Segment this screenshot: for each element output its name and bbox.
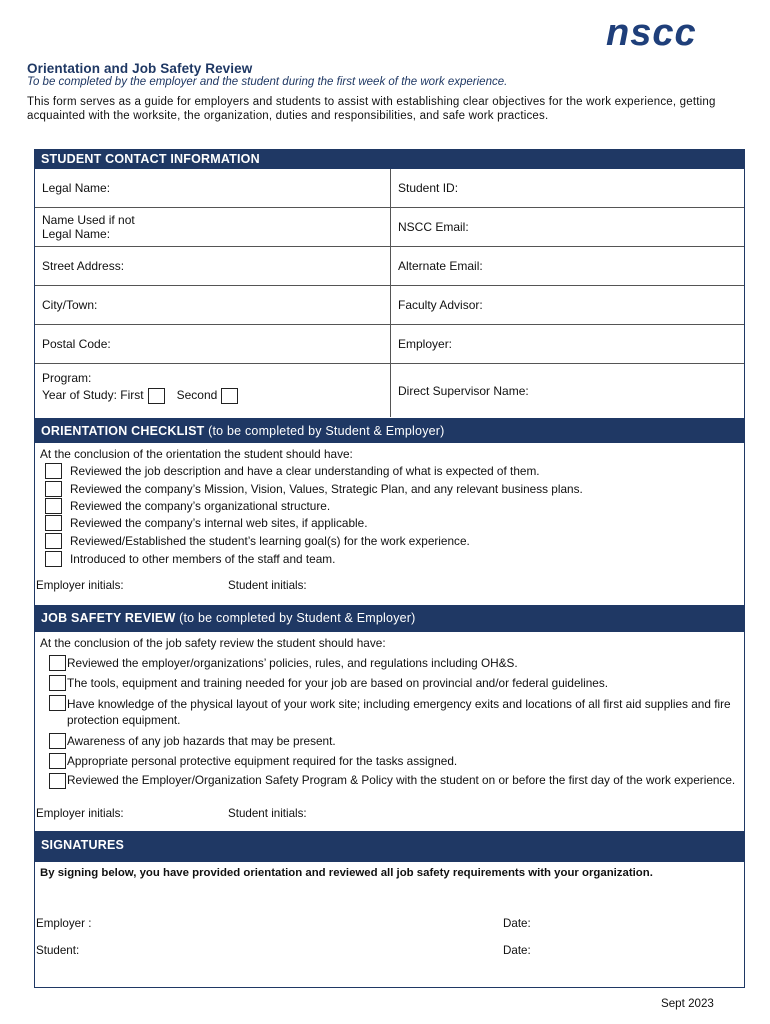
employer-signature-field[interactable]: Employer : (36, 917, 92, 930)
orientation-checkbox[interactable] (45, 515, 62, 531)
second-year-checkbox[interactable] (221, 388, 238, 404)
safety-employer-initials[interactable]: Employer initials: (36, 807, 124, 820)
student-date-field[interactable]: Date: (503, 944, 531, 957)
contact-header: STUDENT CONTACT INFORMATION (35, 150, 744, 169)
safety-checkbox[interactable] (49, 695, 66, 711)
orientation-checkbox[interactable] (45, 463, 62, 479)
alternate-email-field[interactable]: Alternate Email: (391, 247, 744, 286)
student-signature-field[interactable]: Student: (36, 944, 80, 957)
safety-checkbox[interactable] (49, 675, 66, 691)
safety-item: Have knowledge of the physical layout of your work site; including emergency exits and locations of all first aid supplies and fire protection equipment. (49, 695, 739, 733)
contact-table (35, 169, 744, 417)
safety-item: Reviewed the employer/organizations’ policies, rules, and regulations including OH&S. (49, 655, 739, 675)
city-field[interactable]: City/Town: (35, 286, 391, 325)
safety-checkbox[interactable] (49, 753, 66, 769)
page-title: Orientation and Job Safety Review (27, 61, 253, 76)
safety-checkbox[interactable] (49, 773, 66, 789)
checklist-container (34, 418, 745, 988)
name-used-field[interactable]: Name Used if not Legal Name: (35, 208, 391, 247)
safety-item: Awareness of any job hazards that may be present. (49, 733, 739, 753)
orientation-item: Reviewed the company’s Mission, Vision, Values, Strategic Plan, and any relevant business plans. (45, 481, 744, 498)
safety-item: Reviewed the Employer/Organization Safety Program & Policy with the student on or before the first day of the work experience. (49, 773, 739, 803)
safety-item: Appropriate personal protective equipment required for the tasks assigned. (49, 753, 739, 773)
intro-text: This form serves as a guide for employers and students to assist with establishing clear objectives for the work experience, getting acquainted with the worksite, the organization, duties and responsibilities, and safe work practices. (27, 96, 716, 122)
safety-checklist (49, 655, 739, 803)
postal-code-field[interactable]: Postal Code: (35, 325, 391, 364)
safety-checkbox[interactable] (49, 655, 66, 671)
legal-name-field[interactable]: Legal Name: (35, 169, 391, 208)
safety-item: The tools, equipment and training needed for your job are based on provincial and/or federal guidelines. (49, 675, 739, 695)
student-id-field[interactable]: Student ID: (391, 169, 744, 208)
orientation-checkbox[interactable] (45, 533, 62, 549)
direct-supervisor-field[interactable]: Direct Supervisor Name: (398, 383, 529, 398)
nscc-logo (606, 14, 740, 50)
nscc-email-field[interactable]: NSCC Email: (391, 208, 744, 247)
signatures-statement: By signing below, you have provided orientation and reviewed all job safety requirements with your organization. (40, 867, 653, 879)
form-date: Sept 2023 (661, 997, 714, 1010)
street-address-field[interactable]: Street Address: (35, 247, 391, 286)
safety-header: JOB SAFETY REVIEW (to be completed by Student & Employer) (35, 605, 744, 632)
safety-lead: At the conclusion of the job safety review the student should have: (40, 636, 386, 650)
orientation-employer-initials[interactable]: Employer initials: (36, 579, 124, 592)
orientation-header: ORIENTATION CHECKLIST (to be completed by Student & Employer) (35, 419, 744, 443)
orientation-checkbox[interactable] (45, 481, 62, 497)
student-contact-section (34, 149, 745, 419)
program-field[interactable]: Program: Year of Study: First Second (35, 364, 391, 417)
svg-text:nscc: nscc (606, 14, 697, 50)
safety-student-initials[interactable]: Student initials: (228, 807, 307, 820)
safety-checkbox[interactable] (49, 733, 66, 749)
orientation-item: Reviewed the job description and have a clear understanding of what is expected of them. (45, 463, 744, 481)
signatures-header: SIGNATURES (35, 831, 744, 862)
employer-date-field[interactable]: Date: (503, 917, 531, 930)
orientation-item: Introduced to other members of the staff and team. (45, 551, 744, 569)
orientation-checkbox[interactable] (45, 498, 62, 514)
orientation-checklist (45, 463, 744, 569)
orientation-student-initials[interactable]: Student initials: (228, 579, 307, 592)
first-year-checkbox[interactable] (148, 388, 165, 404)
orientation-item: Reviewed/Established the student’s learning goal(s) for the work experience. (45, 533, 744, 551)
orientation-lead: At the conclusion of the orientation the student should have: (40, 447, 353, 461)
faculty-advisor-field[interactable]: Faculty Advisor: (391, 286, 744, 325)
orientation-item: Reviewed the company’s internal web sites, if applicable. (45, 515, 744, 533)
page-subtitle: To be completed by the employer and the student during the first week of the work experience. (27, 76, 508, 88)
employer-field[interactable]: Employer: (391, 325, 744, 364)
orientation-checkbox[interactable] (45, 551, 62, 567)
orientation-item: Reviewed the company’s organizational structure. (45, 498, 744, 515)
